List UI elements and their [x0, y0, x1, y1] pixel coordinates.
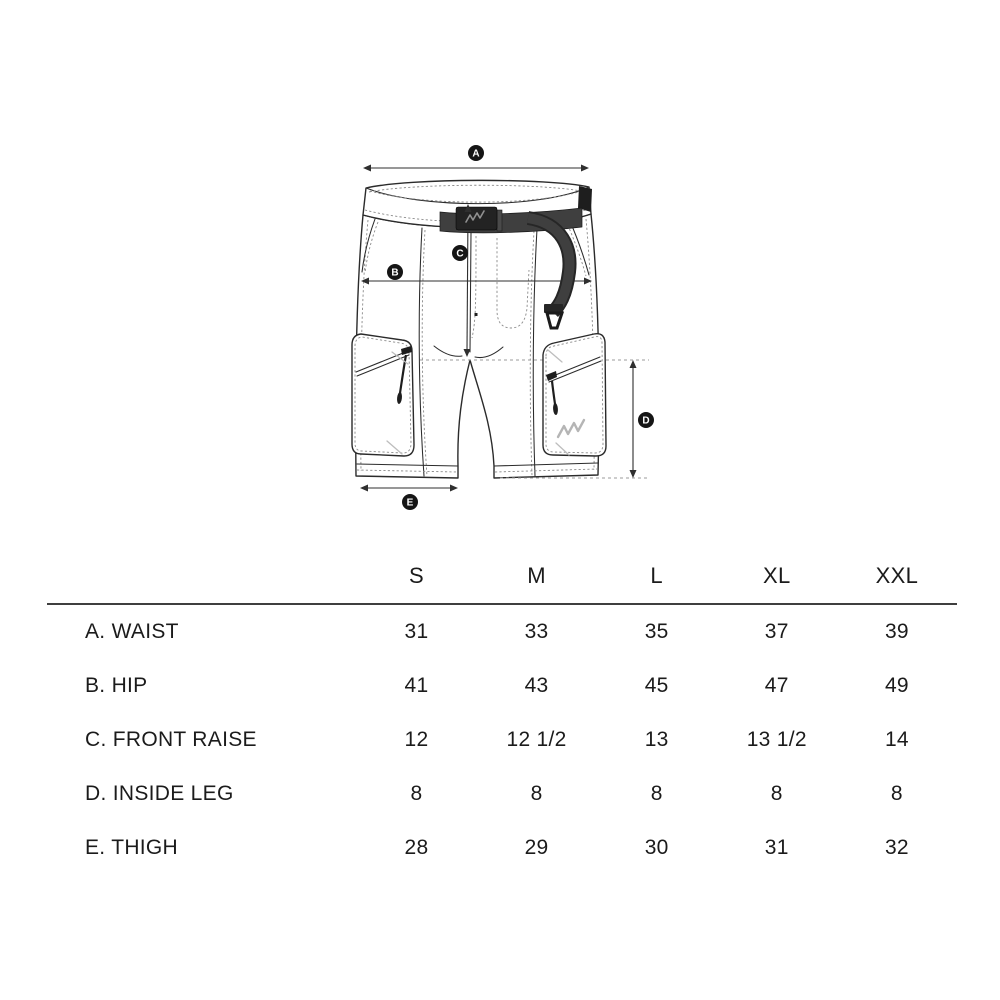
size-cell: 35: [644, 620, 669, 643]
size-cell: 8: [410, 782, 423, 805]
row-label-front-raise: C. FRONT RAISE: [85, 728, 257, 751]
col-header-l: L: [597, 548, 717, 604]
marker-e-badge: [402, 494, 418, 510]
size-cell: 33: [524, 620, 549, 643]
size-cell: 8: [890, 782, 903, 805]
size-cell: 8: [530, 782, 543, 805]
size-cell: 45: [644, 674, 669, 697]
marker-a-badge: [468, 145, 484, 161]
size-cell: 47: [764, 674, 789, 697]
size-chart-corner-cell: [47, 548, 356, 604]
size-cell: 31: [764, 836, 789, 859]
size-cell: 49: [884, 674, 909, 697]
size-cell: 28: [404, 836, 429, 859]
measure-a-arrow: [363, 165, 589, 172]
marker-c-badge: [452, 245, 468, 261]
right-cargo-pocket: [543, 334, 606, 456]
row-label-thigh: E. THIGH: [85, 836, 179, 859]
col-header-xxl: XXL: [837, 548, 957, 604]
size-chart: [47, 548, 957, 875]
shorts-diagram-svg: [320, 130, 680, 530]
size-cell: 32: [884, 836, 909, 859]
size-cell: 12 1/2: [506, 728, 567, 751]
table-row-hip: [47, 659, 957, 713]
svg-text:E: E: [406, 497, 414, 509]
measure-e-arrow: [360, 485, 458, 492]
size-chart-header-row: [47, 548, 957, 604]
size-cell: 12: [404, 728, 429, 751]
table-row-thigh: [47, 821, 957, 875]
size-cell: 8: [770, 782, 783, 805]
size-cell: 29: [524, 836, 549, 859]
left-cargo-pocket: [352, 334, 414, 456]
table-row-waist: [47, 604, 957, 659]
col-header-m: M: [477, 548, 597, 604]
marker-b-badge: [387, 264, 403, 280]
size-cell: 8: [650, 782, 663, 805]
size-cell: 13 1/2: [746, 728, 807, 751]
svg-text:A: A: [472, 148, 480, 160]
row-label-inside-leg: D. INSIDE LEG: [85, 782, 234, 805]
size-cell: 31: [404, 620, 429, 643]
size-cell: 37: [764, 620, 789, 643]
marker-d-badge: [638, 412, 654, 428]
size-cell: 43: [524, 674, 549, 697]
table-row-inside-leg: [47, 767, 957, 821]
row-label-hip: B. HIP: [85, 674, 148, 697]
size-chart-table: [47, 548, 957, 875]
row-label-waist: A. WAIST: [85, 620, 179, 643]
size-cell: 13: [644, 728, 669, 751]
shorts-diagram: [320, 130, 680, 530]
belt-buckle: [456, 207, 497, 230]
col-header-s: S: [356, 548, 476, 604]
table-row-front-raise: [47, 713, 957, 767]
size-cell: 41: [404, 674, 429, 697]
col-header-xl: XL: [717, 548, 837, 604]
size-cell: 14: [884, 728, 909, 751]
size-cell: 30: [644, 836, 669, 859]
svg-text:B: B: [391, 267, 399, 279]
size-cell: 39: [884, 620, 909, 643]
svg-text:C: C: [456, 248, 464, 260]
svg-text:D: D: [642, 415, 650, 427]
